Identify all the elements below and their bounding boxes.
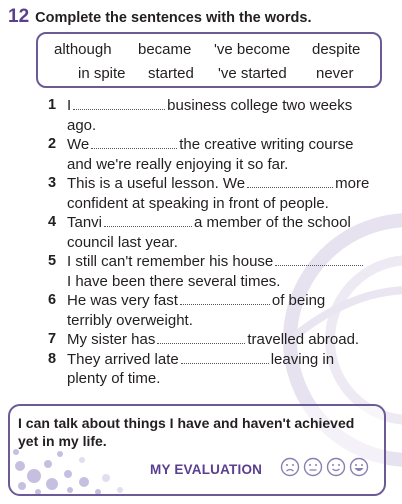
sentence-text: plenty of time. [67,370,161,387]
sentence-item [0,174,387,213]
sentence-text: business college two weeks [167,97,353,114]
answer-gap[interactable] [91,136,177,149]
sentence-item [0,330,387,350]
happy-face-icon[interactable] [349,457,369,477]
sentence-text: the creative writing course [179,136,354,153]
word-box-item: started [148,65,194,82]
my-evaluation-label: MY EVALUATION [150,462,263,477]
sentence-text: Tanvi [67,214,103,231]
sentence-text: a member of the school [194,214,351,231]
sentence-number: 3 [48,175,57,191]
sad-face-icon[interactable] [280,457,300,477]
sentence-item [0,350,387,389]
sentence-text: travelled abroad. [247,331,360,348]
word-box-item: 've started [218,65,287,82]
sentence-item [0,291,387,330]
sentence-text: I [67,97,72,114]
sentence-number: 2 [48,136,57,152]
sentence-text: They arrived late [67,350,179,368]
answer-gap[interactable] [180,292,270,305]
sentence-item [0,213,387,252]
evaluation-faces [280,457,369,477]
sentence-list [0,96,402,389]
sentence-text: and we're really enjoying it so far. [67,155,289,173]
sentence-text: leaving in [270,350,335,368]
sentence-text: terribly overweight. [67,311,193,329]
sentence-item [0,252,387,291]
sentence-number: 4 [48,214,57,230]
self-evaluation-box [8,404,386,496]
sentence-text: of being [271,292,326,309]
exercise-instruction: Complete the sentences with the words. [35,10,312,26]
word-box-item: although [54,41,112,58]
sentence-number: 8 [48,350,57,367]
answer-gap[interactable] [275,253,363,266]
answer-gap[interactable] [104,214,192,227]
can-do-statement: I can talk about things I have and haven't achieved yet in my life. [18,415,355,449]
exercise-number: 12 [8,6,30,27]
sentence-number: 6 [48,292,57,308]
sentence-item [0,96,387,135]
sentence-text: This is a useful lesson. We [67,175,246,192]
word-box-item: in spite [78,65,126,82]
word-box-item: despite [312,41,361,58]
sentence-text: ago. [67,116,97,134]
sentence-item [0,135,387,174]
sentence-text: council last year. [67,233,178,251]
neutral-face-icon[interactable] [303,457,323,477]
sentence-number: 1 [48,97,57,113]
answer-gap[interactable] [181,351,269,364]
sentence-text: confident at speaking in front of people. [67,194,329,212]
sentence-number: 7 [48,331,57,347]
answer-gap[interactable] [157,331,245,344]
exercise-header [8,6,312,28]
content-face-icon[interactable] [326,457,346,477]
sentence-text: He was very fast [67,292,178,309]
answer-gap[interactable] [247,175,333,188]
answer-gap[interactable] [73,97,165,110]
sentence-text: I still can't remember his house [67,253,274,270]
sentence-text: My sister has [67,331,156,348]
word-box-item: became [138,41,192,58]
sentence-text: We [67,136,90,153]
sentence-number: 5 [48,253,57,269]
word-box-item: 've become [214,41,291,58]
word-box [36,32,382,88]
sentence-text: I have been there several times. [67,272,281,290]
sentence-text: more [335,175,370,192]
word-box-item: never [316,65,354,82]
